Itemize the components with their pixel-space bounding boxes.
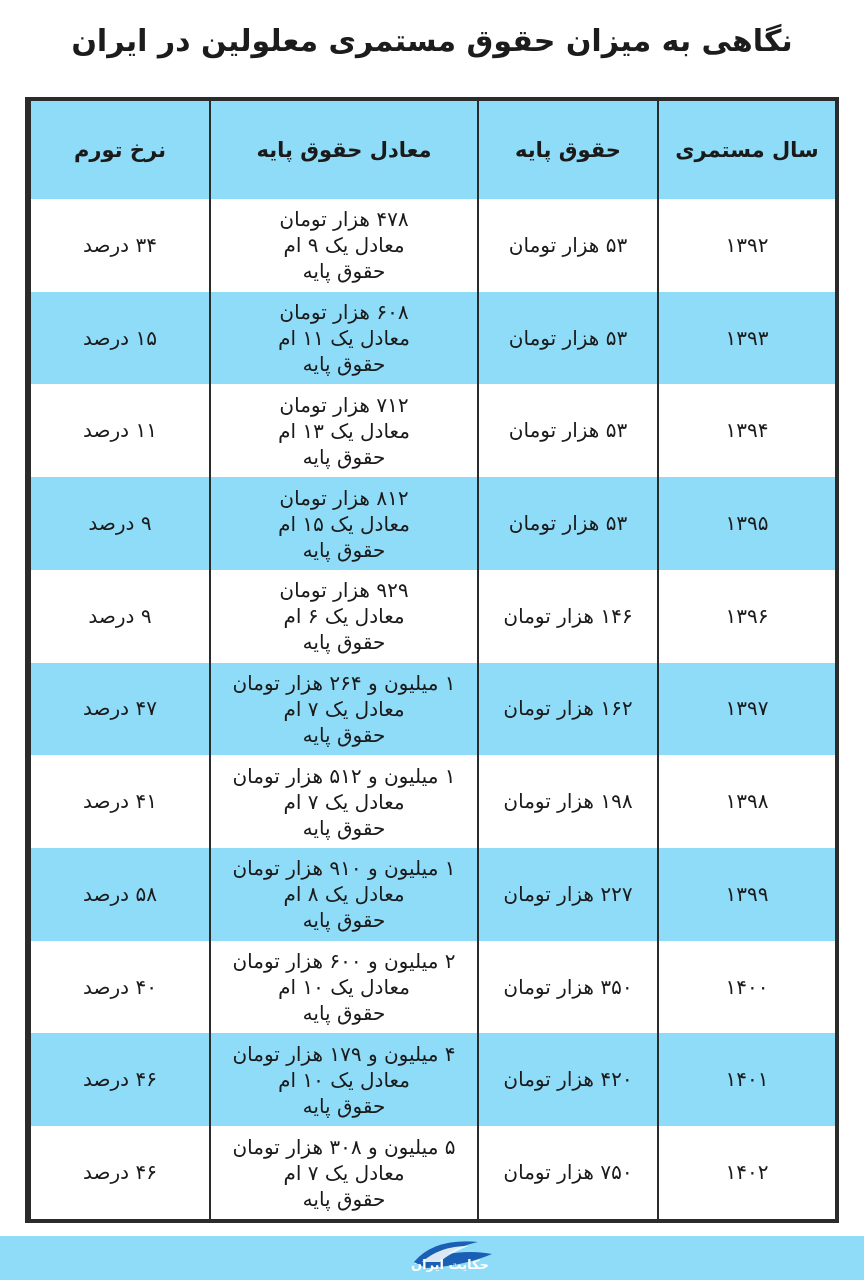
equivalent-line: حقوق پایه xyxy=(302,722,386,747)
cell-base-salary: ۲۲۷ هزار تومان xyxy=(478,848,658,941)
cell-year: ۱۳۹۸ xyxy=(658,755,836,848)
cell-year: ۱۴۰۱ xyxy=(658,1033,836,1126)
cell-base-salary: ۱۹۸ هزار تومان xyxy=(478,755,658,848)
equivalent-line: ۴۷۸ هزار تومان xyxy=(279,207,409,232)
equivalent-line: معادل یک ۹ ام xyxy=(283,233,405,258)
cell-base-salary: ۷۵۰ هزار تومان xyxy=(478,1126,658,1219)
table-row xyxy=(30,1033,836,1126)
equivalent-line: حقوق پایه xyxy=(302,352,386,377)
cell-base-salary: ۱۴۶ هزار تومان xyxy=(478,570,658,663)
equivalent-line: حقوق پایه xyxy=(302,444,386,469)
cell-equivalent xyxy=(210,292,478,385)
table-row xyxy=(30,384,836,477)
equivalent-line: حقوق پایه xyxy=(302,1001,386,1026)
pension-table xyxy=(29,101,837,1219)
cell-inflation: ۴۱ درصد xyxy=(30,755,210,848)
cell-inflation: ۴۶ درصد xyxy=(30,1033,210,1126)
cell-inflation: ۹ درصد xyxy=(30,477,210,570)
cell-year: ۱۳۹۵ xyxy=(658,477,836,570)
equivalent-line: معادل یک ۱۰ ام xyxy=(278,975,410,1000)
cell-year: ۱۴۰۰ xyxy=(658,941,836,1034)
table-frame xyxy=(25,97,839,1223)
equivalent-line: ۵ میلیون و ۳۰۸ هزار تومان xyxy=(232,1134,456,1159)
cell-equivalent xyxy=(210,1033,478,1126)
cell-year: ۱۴۰۲ xyxy=(658,1126,836,1219)
equivalent-line: معادل یک ۷ ام xyxy=(283,789,405,814)
equivalent-line: ۷۱۲ هزار تومان xyxy=(279,392,409,417)
equivalent-line: معادل یک ۱۳ ام xyxy=(278,418,410,443)
equivalent-line: معادل یک ۱۱ ام xyxy=(278,326,410,351)
cell-base-salary: ۵۳ هزار تومان xyxy=(478,477,658,570)
cell-year: ۱۳۹۹ xyxy=(658,848,836,941)
cell-inflation: ۳۴ درصد xyxy=(30,199,210,292)
cell-equivalent xyxy=(210,1126,478,1219)
cell-equivalent xyxy=(210,570,478,663)
equivalent-line: ۱ میلیون و ۲۶۴ هزار تومان xyxy=(232,670,456,695)
table-row xyxy=(30,755,836,848)
cell-year: ۱۳۹۴ xyxy=(658,384,836,477)
cell-inflation: ۴۷ درصد xyxy=(30,663,210,756)
table-row xyxy=(30,292,836,385)
equivalent-line: ۸۱۲ هزار تومان xyxy=(279,485,409,510)
cell-equivalent xyxy=(210,755,478,848)
table-row xyxy=(30,570,836,663)
cell-base-salary: ۵۳ هزار تومان xyxy=(478,384,658,477)
cell-base-salary: ۱۶۲ هزار تومان xyxy=(478,663,658,756)
cell-equivalent xyxy=(210,663,478,756)
table-row xyxy=(30,663,836,756)
cell-base-salary: ۳۵۰ هزار تومان xyxy=(478,941,658,1034)
equivalent-line: معادل یک ۷ ام xyxy=(283,696,405,721)
equivalent-line: حقوق پایه xyxy=(302,815,386,840)
equivalent-line: حقوق پایه xyxy=(302,259,386,284)
equivalent-line: معادل یک ۶ ام xyxy=(283,604,405,629)
header-year: سال مستمری xyxy=(658,101,836,199)
equivalent-line: معادل یک ۱۰ ام xyxy=(278,1067,410,1092)
cell-equivalent xyxy=(210,477,478,570)
cell-inflation: ۱۱ درصد xyxy=(30,384,210,477)
equivalent-line: حقوق پایه xyxy=(302,908,386,933)
equivalent-line: ۱ میلیون و ۹۱۰ هزار تومان xyxy=(232,856,456,881)
equivalent-line: حقوق پایه xyxy=(302,630,386,655)
equivalent-line: ۹۲۹ هزار تومان xyxy=(279,578,409,603)
cell-inflation: ۵۸ درصد xyxy=(30,848,210,941)
table-header-row xyxy=(30,101,836,199)
table-row xyxy=(30,477,836,570)
cell-year: ۱۳۹۲ xyxy=(658,199,836,292)
table-row xyxy=(30,199,836,292)
cell-base-salary: ۵۳ هزار تومان xyxy=(478,199,658,292)
cell-equivalent xyxy=(210,941,478,1034)
header-base-salary: حقوق پایه xyxy=(478,101,658,199)
cell-base-salary: ۵۳ هزار تومان xyxy=(478,292,658,385)
cell-year: ۱۳۹۶ xyxy=(658,570,836,663)
cell-base-salary: ۴۲۰ هزار تومان xyxy=(478,1033,658,1126)
equivalent-line: ۲ میلیون و ۶۰۰ هزار تومان xyxy=(232,949,456,974)
equivalent-line: حقوق پایه xyxy=(302,537,386,562)
table-row xyxy=(30,941,836,1034)
cell-equivalent xyxy=(210,199,478,292)
equivalent-line: ۶۰۸ هزار تومان xyxy=(279,300,409,325)
cell-year: ۱۳۹۷ xyxy=(658,663,836,756)
cell-inflation: ۴۰ درصد xyxy=(30,941,210,1034)
equivalent-line: معادل یک ۸ ام xyxy=(283,882,405,907)
cell-equivalent xyxy=(210,848,478,941)
logo-text: حکایت ایران xyxy=(411,1258,489,1273)
equivalent-line: معادل یک ۱۵ ام xyxy=(278,511,410,536)
table-row xyxy=(30,848,836,941)
equivalent-line: معادل یک ۷ ام xyxy=(283,1160,405,1185)
cell-inflation: ۹ درصد xyxy=(30,570,210,663)
cell-year: ۱۳۹۳ xyxy=(658,292,836,385)
equivalent-line: ۱ میلیون و ۵۱۲ هزار تومان xyxy=(232,763,456,788)
equivalent-line: ۴ میلیون و ۱۷۹ هزار تومان xyxy=(232,1041,456,1066)
page-title: نگاهی به میزان حقوق مستمری معلولین در ایران xyxy=(71,24,793,59)
cell-inflation: ۴۶ درصد xyxy=(30,1126,210,1219)
cell-equivalent xyxy=(210,384,478,477)
header-inflation: نرخ تورم xyxy=(30,101,210,199)
cell-inflation: ۱۵ درصد xyxy=(30,292,210,385)
equivalent-line: حقوق پایه xyxy=(302,1093,386,1118)
table-row xyxy=(30,1126,836,1219)
header-equivalent: معادل حقوق پایه xyxy=(210,101,478,199)
equivalent-line: حقوق پایه xyxy=(302,1186,386,1211)
